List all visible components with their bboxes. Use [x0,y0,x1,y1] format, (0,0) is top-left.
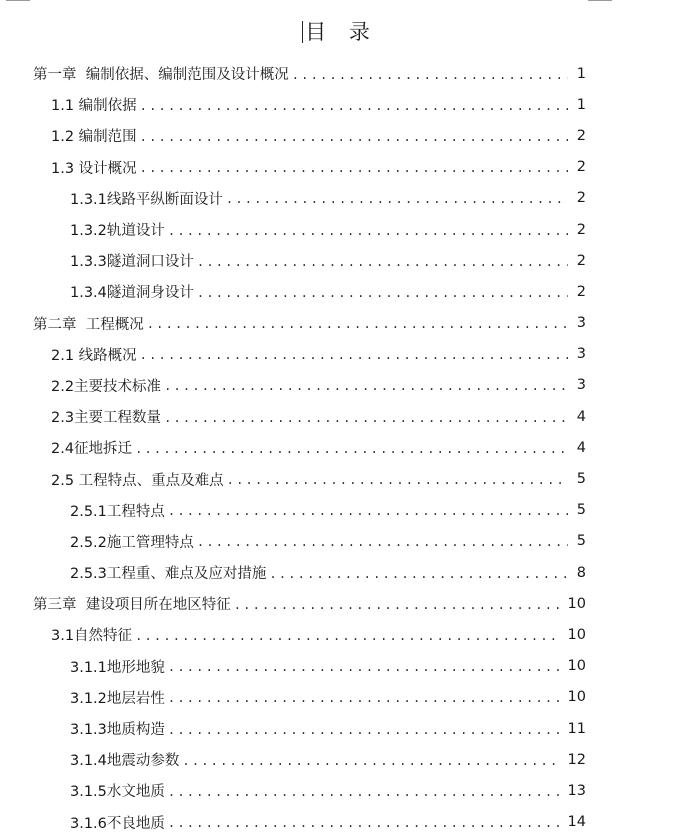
toc-entry-page-number: 1 [576,96,586,113]
toc-entry-page-number: 2 [576,221,586,238]
toc-entry-title: 1.3.4隧道洞身设计 [70,285,194,302]
toc-entry[interactable] [0,619,680,650]
dot-leader [168,723,562,737]
toc-entry-title: 1.3.1线路平纵断面设计 [70,191,223,208]
dot-leader [269,567,568,581]
toc-entry-page-number: 8 [576,564,586,581]
toc-title [0,16,680,46]
dot-leader [292,68,568,82]
toc-entry-page-number: 5 [576,502,586,519]
dot-leader [227,473,568,487]
toc-entry[interactable] [0,89,680,120]
dot-leader [168,224,568,238]
dot-leader [226,192,568,206]
toc-entry-title: 3.1自然特征 [51,628,133,645]
margin-mark-right [588,0,612,1]
toc-entry-page-number: 2 [576,283,586,300]
toc-entry-page-number: 3 [576,346,586,363]
toc-entry-title: 2.5 工程特点、重点及难点 [51,472,224,489]
toc-entry-page-number: 2 [576,190,586,207]
toc-entry[interactable] [0,339,680,370]
dot-leader [168,691,562,705]
toc-entry[interactable] [0,526,680,557]
toc-entry[interactable] [0,276,680,307]
toc-entry[interactable] [0,370,680,401]
toc-entry-page-number: 2 [576,252,586,269]
toc-entry-page-number: 5 [576,471,586,488]
toc-entry-page-number: 11 [567,720,586,737]
toc-entry-page-number: 4 [576,439,586,456]
toc-entry-title: 1.2 编制范围 [51,129,137,146]
toc-entry-page-number: 13 [567,782,586,799]
toc-entry[interactable] [0,557,680,588]
toc-entry-title: 1.3.3隧道洞口设计 [70,254,194,271]
toc-entry[interactable] [0,183,680,214]
dot-leader [168,816,562,830]
toc-entry-title: 第二章 工程概况 [33,316,144,333]
toc-entry-page-number: 3 [576,315,586,332]
toc-entry-page-number: 10 [567,689,586,706]
toc-entry-title: 3.1.4地震动参数 [70,753,180,770]
toc-entry[interactable] [0,682,680,713]
dot-leader [147,317,568,331]
toc-entry[interactable] [0,152,680,183]
toc-entry-page-number: 10 [567,658,586,675]
dot-leader [168,504,568,518]
toc-entry-title: 3.1.5水文地质 [70,784,165,801]
dot-leader [140,348,568,362]
table-of-contents [0,58,680,838]
toc-entry-title: 3.1.2地层岩性 [70,690,165,707]
dot-leader [164,379,568,393]
dot-leader [197,535,568,549]
toc-entry[interactable] [0,651,680,682]
margin-mark-left [6,0,30,1]
toc-entry-page-number: 2 [576,159,586,176]
toc-entry-page-number: 3 [576,377,586,394]
dot-leader [164,411,568,425]
dot-leader [182,754,561,768]
text-cursor [302,21,303,43]
toc-entry-title: 3.1.3地质构造 [70,722,165,739]
toc-entry-title: 2.3主要工程数量 [51,410,162,427]
toc-title-text: 目 录 [305,20,378,44]
toc-entry[interactable] [0,744,680,775]
toc-entry-title: 2.5.3工程重、难点及应对措施 [70,566,267,583]
toc-entry[interactable] [0,214,680,245]
dot-leader [135,442,568,456]
toc-entry-title: 3.1.6不良地质 [70,815,165,832]
toc-entry[interactable] [0,775,680,806]
toc-entry-title: 第一章 编制依据、编制范围及设计概况 [33,67,289,84]
toc-entry[interactable] [0,463,680,494]
toc-entry[interactable] [0,245,680,276]
toc-entry-page-number: 1 [576,65,586,82]
toc-entry[interactable] [0,495,680,526]
toc-entry-page-number: 12 [567,751,586,768]
toc-entry[interactable] [0,58,680,89]
dot-leader [140,130,568,144]
dot-leader [234,598,562,612]
toc-entry[interactable] [0,401,680,432]
dot-leader [197,255,568,269]
toc-entry[interactable] [0,308,680,339]
toc-entry-title: 2.5.2施工管理特点 [70,534,194,551]
dot-leader [140,99,568,113]
toc-entry-page-number: 5 [576,533,586,550]
toc-entry[interactable] [0,120,680,151]
toc-entry[interactable] [0,713,680,744]
toc-entry-page-number: 10 [567,595,586,612]
dot-leader [168,660,562,674]
toc-entry-title: 1.3.2轨道设计 [70,223,165,240]
toc-entry-page-number: 2 [576,127,586,144]
toc-entry-title: 1.1 编制依据 [51,98,137,115]
toc-entry[interactable] [0,807,680,838]
dot-leader [135,629,561,643]
toc-entry-title: 1.3 设计概况 [51,160,137,177]
toc-entry[interactable] [0,432,680,463]
toc-entry-title: 2.5.1工程特点 [70,503,165,520]
toc-entry[interactable] [0,588,680,619]
toc-entry-title: 2.1 线路概况 [51,347,137,364]
dot-leader [168,785,562,799]
toc-entry-title: 第三章 建设项目所在地区特征 [33,597,231,614]
toc-entry-page-number: 10 [567,626,586,643]
toc-entry-title: 3.1.1地形地貌 [70,659,165,676]
toc-entry-page-number: 4 [576,408,586,425]
toc-entry-title: 2.2主要技术标准 [51,378,162,395]
dot-leader [140,161,568,175]
toc-entry-page-number: 14 [567,814,586,831]
toc-entry-title: 2.4征地拆迁 [51,441,133,458]
dot-leader [197,286,568,300]
